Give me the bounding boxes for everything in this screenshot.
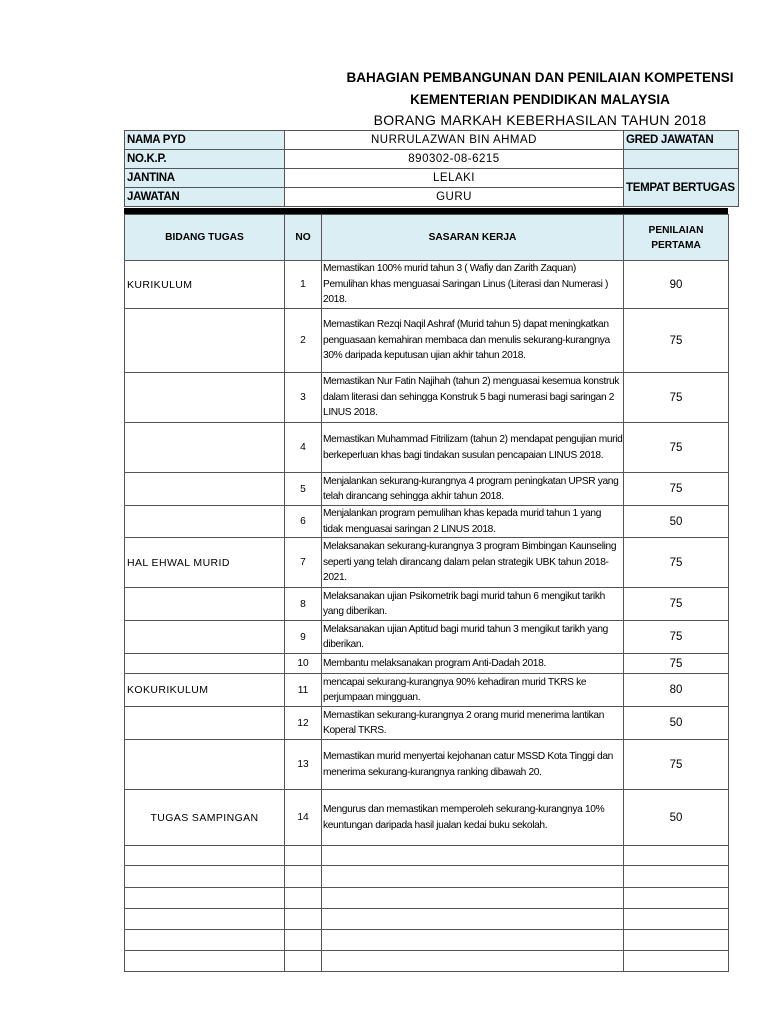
no-cell: 5: [285, 473, 322, 506]
col-no-header: NO: [285, 215, 322, 261]
sasaran-cell: Membantu melaksanakan program Anti-Dadah 2018.: [322, 654, 624, 674]
penilaian-cell: 75: [624, 588, 729, 621]
sasaran-cell: Memastikan Muhammad Fitrilizam (tahun 2) mendapat pengujian murid berkeperluan khas bagi tindakan susulan pencapaian LINUS 2018.: [322, 423, 624, 473]
sasaran-cell: Menjalankan program pemulihan khas kepada murid tahun 1 yang tidak menguasai saringan 2 LINUS 2018.: [322, 506, 624, 538]
sasaran-cell: Memastikan Nur Fatin Najihah (tahun 2) menguasai kesemua konstruk dalam literasi dan sehingga Konstruk 5 bagi numerasi bagi saringan 2 LINUS 2018.: [322, 373, 624, 423]
form-title: BORANG MARKAH KEBERHASILAN TAHUN 2018: [373, 112, 707, 128]
no-cell: 2: [285, 309, 322, 373]
table-row: [125, 506, 729, 538]
bidang-cell: [125, 423, 285, 473]
bidang-cell: [125, 621, 285, 654]
no-cell: 11: [285, 674, 322, 707]
no-cell: 6: [285, 506, 322, 538]
gred-label: GRED JAWATAN: [624, 131, 739, 150]
table-row: [125, 707, 729, 740]
jantina-label: JANTINA: [125, 169, 285, 188]
bidang-cell: [125, 707, 285, 740]
bidang-cell: HAL EHWAL MURID: [125, 538, 285, 588]
sasaran-cell: Melaksanakan ujian Psikometrik bagi murid tahun 6 mengikut tarikh yang diberikan.: [322, 588, 624, 621]
table-row: [125, 674, 729, 707]
bidang-cell: [125, 309, 285, 373]
no-cell: 14: [285, 790, 322, 846]
jawatan-label: JAWATAN: [125, 188, 285, 207]
nokp-value: 890302-08-6215: [285, 150, 624, 169]
table-row: [125, 740, 729, 790]
sasaran-cell: Menjalankan sekurang-kurangnya 4 program peningkatan UPSR yang telah dirancang sehingga akhir tahun 2018.: [322, 473, 624, 506]
table-row: [125, 621, 729, 654]
table-row: [125, 261, 729, 309]
penilaian-cell: 75: [624, 740, 729, 790]
sasaran-cell: Melaksanakan sekurang-kurangnya 3 program Bimbingan Kaunseling seperti yang telah dirancang dalam pelan strategik UBK tahun 2018-2021.: [322, 538, 624, 588]
no-cell: 12: [285, 707, 322, 740]
penilaian-cell: 50: [624, 506, 729, 538]
penilaian-cell: 75: [624, 309, 729, 373]
no-cell: 4: [285, 423, 322, 473]
empty-row: [125, 930, 729, 951]
header-line-1: BAHAGIAN PEMBANGUNAN DAN PENILAIAN KOMPETENSI: [346, 70, 734, 85]
pyd-info-table: [124, 130, 739, 207]
bidang-cell: [125, 654, 285, 674]
no-cell: 9: [285, 621, 322, 654]
col-sasaran-header: SASARAN KERJA: [322, 215, 624, 261]
penilaian-cell: 90: [624, 261, 729, 309]
penilaian-cell: 80: [624, 674, 729, 707]
empty-row: [125, 909, 729, 930]
bidang-cell: [125, 473, 285, 506]
col-penilaian-header: PENILAIAN PERTAMA: [624, 215, 729, 261]
tempat-label: TEMPAT BERTUGAS: [624, 169, 739, 207]
empty-row: [125, 888, 729, 909]
bidang-cell: [125, 506, 285, 538]
jantina-value: LELAKI: [285, 169, 624, 188]
penilaian-cell: 50: [624, 707, 729, 740]
penilaian-cell: 75: [624, 473, 729, 506]
gred-value: [624, 150, 739, 169]
nokp-label: NO.K.P.: [125, 150, 285, 169]
penilaian-cell: 75: [624, 423, 729, 473]
bidang-cell: [125, 373, 285, 423]
jawatan-value: GURU: [285, 188, 624, 207]
col-bidang-header: BIDANG TUGAS: [125, 215, 285, 261]
sasaran-cell: mencapai sekurang-kurangnya 90% kehadiran murid TKRS ke perjumpaan mingguan.: [322, 674, 624, 707]
penilaian-cell: 75: [624, 654, 729, 674]
no-cell: 10: [285, 654, 322, 674]
no-cell: 1: [285, 261, 322, 309]
empty-row: [125, 951, 729, 972]
penilaian-cell: 50: [624, 790, 729, 846]
empty-row: [125, 866, 729, 888]
table-row: [125, 423, 729, 473]
bidang-cell: TUGAS SAMPINGAN: [125, 790, 285, 846]
table-row: [125, 790, 729, 846]
table-row: [125, 538, 729, 588]
penilaian-cell: 75: [624, 538, 729, 588]
sasaran-cell: Melaksanakan ujian Aptitud bagi murid tahun 3 mengikut tarikh yang diberikan.: [322, 621, 624, 654]
table-row: [125, 473, 729, 506]
nama-value: NURRULAZWAN BIN AHMAD: [285, 131, 624, 150]
no-cell: 3: [285, 373, 322, 423]
no-cell: 13: [285, 740, 322, 790]
bidang-cell: [125, 740, 285, 790]
sasaran-table: [124, 214, 729, 972]
sasaran-cell: Mengurus dan memastikan memperoleh sekurang-kurangnya 10% keuntungan daripada hasil jualan kedai buku sekolah.: [322, 790, 624, 846]
empty-row: [125, 846, 729, 866]
penilaian-cell: 75: [624, 621, 729, 654]
no-cell: 8: [285, 588, 322, 621]
sasaran-cell: Memastikan Rezqi Naqil Ashraf (Murid tahun 5) dapat meningkatkan penguasaan kemahiran membaca dan menulis sekurang-kurangnya 30% daripada keputusan ujian akhir tahun 2018.: [322, 309, 624, 373]
sasaran-cell: Memastikan murid menyertai kejohanan catur MSSD Kota Tinggi dan menerima sekurang-kurangnya ranking dibawah 20.: [322, 740, 624, 790]
header-line-2: KEMENTERIAN PENDIDIKAN MALAYSIA: [410, 92, 670, 107]
table-row: [125, 309, 729, 373]
bidang-cell: KURIKULUM: [125, 261, 285, 309]
table-row: [125, 373, 729, 423]
table-row: [125, 654, 729, 674]
nama-label: NAMA PYD: [125, 131, 285, 150]
bidang-cell: KOKURIKULUM: [125, 674, 285, 707]
penilaian-cell: 75: [624, 373, 729, 423]
sasaran-cell: Memastikan sekurang-kurangnya 2 orang murid menerima lantikan Koperal TKRS.: [322, 707, 624, 740]
table-row: [125, 588, 729, 621]
bidang-cell: [125, 588, 285, 621]
no-cell: 7: [285, 538, 322, 588]
sasaran-cell: Memastikan 100% murid tahun 3 ( Wafiy dan Zarith Zaquan) Pemulihan khas menguasai Saringan Linus (Literasi dan Numerasi ) 2018.: [322, 261, 624, 309]
